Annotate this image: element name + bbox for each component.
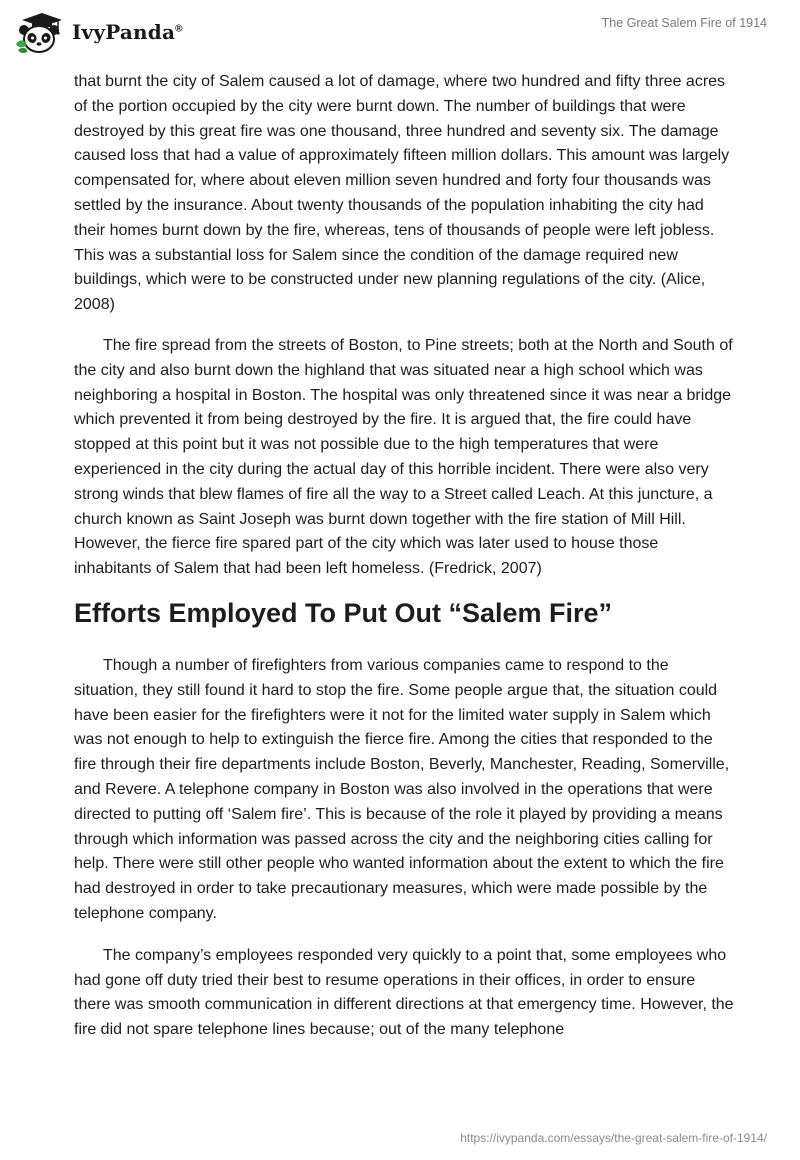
paragraph: Though a number of firefighters from various companies came to respond to the situation, they still found it hard to stop the fire. Some people argue that, the situation could have been easier for the firefighters were it not for the limited water supply in Salem which was not enough to help to extinguish the fierce fire. Among the cities that responded to the fire through their fire departments include Boston, Beverly, Manchester, Reading, Somerville, and Revere. A telephone company in Boston was also involved in the operations that were directed to putting off ‘Salem fire’. This is because of the role it played by providing a means through which information was passed across the city and the neighboring cities calling for help. There were still other people who wanted information about the extent to which the fire had destroyed in order to take precautionary measures, which were made possible by the telephone company. [74,656,730,922]
ivypanda-logo[interactable] [14,10,183,54]
brand-name: IvyPanda® [72,20,183,44]
paragraph: The company’s employees responded very quickly to a point that, some employees who had gone off duty tried their best to resume operations in their offices, in order to ensure there was smooth communication in different directions at that emergency time. However, the fire did not spare telephone lines because; out of the many telephone [74,946,734,1039]
document-title: The Great Salem Fire of 1914 [601,16,767,30]
paragraph: that burnt the city of Salem caused a lot of damage, where two hundred and fifty three acres of the portion occupied by the city were burnt down. The number of buildings that were destroyed by this great fire was one thousand, three hundred and seventy six. The damage caused loss that had a value of approximately fifteen million dollars. This amount was largely compensated for, where about eleven million seven hundred and forty four thousands was settled by the insurance. About twenty thousands of the population inhabiting the city had their homes burnt down by the fire, whereas, tens of thousands of people were left jobless. This was a substantial loss for Salem since the condition of the damage required new buildings, which were to be constructed under new planning regulations of the city. (Alice, 2008) [74,73,730,314]
paragraph: The fire spread from the streets of Boston, to Pine streets; both at the North and South of the city and also burnt down the highland that was situated near a high school which was neighboring a hospital in Boston. The hospital was only threatened since it was near a bridge which prevented it from being destroyed by the fire. It is argued that, the fire could have stopped at this point but it was not possible due to the high temperatures that were experienced in the city during the actual day of this horrible incident. There were also very strong winds that blew flames of fire all the way to a Street called Leach. At this juncture, a church known as Saint Joseph was burnt down together with the fire station of Mill Hill. However, the fierce fire spared part of the city which was later used to house those inhabitants of Salem that had been left homeless. (Fredrick, 2007) [74,336,733,578]
source-url[interactable]: https://ivypanda.com/essays/the-great-salem-fire-of-1914/ [460,1131,767,1145]
section-heading: Efforts Employed To Put Out “Salem Fire” [74,597,613,628]
page-header [0,0,800,64]
panda-graduate-icon [14,10,64,54]
article-body [74,70,734,1043]
